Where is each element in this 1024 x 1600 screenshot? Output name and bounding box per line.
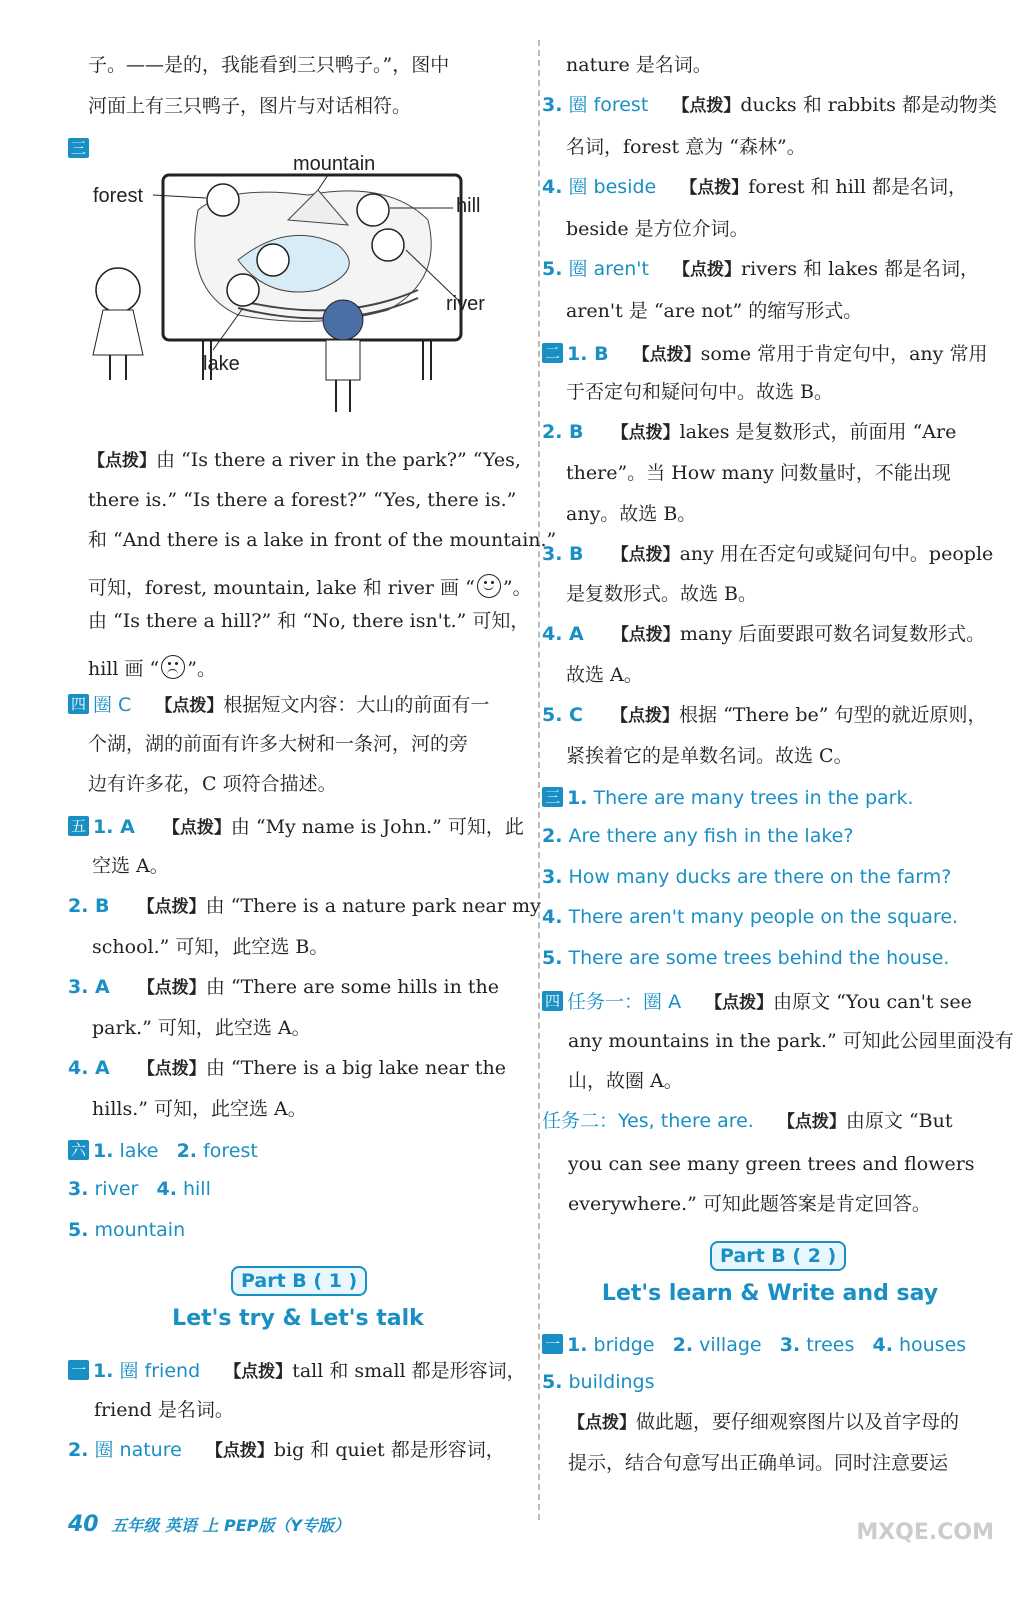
answer: 圈 C (93, 694, 132, 716)
text-line: 由 “My name is John.” 可知，此 (230, 816, 524, 838)
page-footer (68, 1512, 350, 1537)
text-line: big 和 quiet 都是形容词， (273, 1439, 505, 1461)
tip-label: 【点拨】 (672, 96, 741, 116)
answer: hill (182, 1178, 211, 1200)
section-title: Let's try & Let's talk (172, 1306, 424, 1331)
text-line: 是复数形式。故选 B。 (566, 583, 758, 605)
answer: bridge (593, 1334, 655, 1356)
tip-label: 【点拨】 (137, 978, 206, 998)
item-number: 2. (542, 825, 563, 847)
tip-label: 【点拨】 (705, 993, 774, 1013)
text-line: 由原文 “You can't see (773, 991, 972, 1013)
text-line: friend 是名词。 (94, 1399, 234, 1421)
text-line: everywhere.” 可知此题答案是肯定回答。 (568, 1193, 931, 1215)
page-number: 40 (68, 1512, 99, 1537)
tip-label: 【点拨】 (137, 897, 206, 917)
answer: forest (203, 1140, 258, 1162)
answer: 圈 friend (119, 1360, 201, 1382)
tip-label: 【点拨】 (88, 451, 156, 471)
answer: lake (119, 1140, 159, 1162)
item-number: 1. (567, 787, 588, 809)
text-line: forest 和 hill 都是名词， (748, 176, 968, 198)
answer: Are there any fish in the lake? (568, 825, 854, 847)
boy-figure (323, 300, 363, 412)
text-line: hills.” 可知，此空选 A。 (92, 1098, 307, 1120)
text-line: 由 “There is a nature park near my (205, 895, 541, 917)
tip-label: 【点拨】 (568, 1413, 636, 1433)
watermark: MXQE.COM (856, 1520, 994, 1545)
answer: 5. C (542, 704, 583, 726)
answer: 圈 beside (568, 176, 657, 198)
item-number: 4. (542, 176, 563, 198)
book-title: 五年级 英语 上 PEP版（Y专版） (111, 1516, 350, 1535)
text-line: ducks 和 rabbits 都是动物类 (740, 94, 997, 116)
text-line: 提示，结合句意写出正确单词。同时注意要运 (568, 1452, 949, 1474)
answer: There aren't many people on the square. (568, 906, 959, 928)
text-line: ”。 (187, 658, 216, 680)
item-number: 3. (779, 1334, 801, 1356)
section-tag: 一 (68, 1360, 89, 1380)
tip-label: 【点拨】 (224, 1362, 293, 1382)
item-number: 3. (542, 866, 563, 888)
text-line: any。故选 B。 (566, 503, 697, 525)
tip-label: 【点拨】 (137, 1059, 206, 1079)
section-tag: 一 (542, 1334, 563, 1354)
item-number: 1. (93, 1140, 114, 1162)
answer: 圈 nature (94, 1439, 182, 1461)
item-number: 3. (68, 1178, 89, 1200)
answer: Yes, there are. (618, 1110, 754, 1132)
answer: houses (898, 1334, 967, 1356)
tip-label: 【点拨】 (611, 545, 680, 565)
section-title: Let's learn & Write and say (601, 1281, 939, 1306)
text-line: 子。——是的，我能看到三只鸭子。”，图中 (88, 54, 450, 76)
text-line: 山，故圈 A。 (568, 1070, 683, 1092)
item-number: 2. (68, 1439, 89, 1461)
tip-label: 【点拨】 (611, 706, 680, 726)
text-line: you can see many green trees and flowers (568, 1153, 975, 1175)
answer: How many ducks are there on the farm? (568, 866, 952, 888)
answer: 1. A (93, 816, 135, 838)
item-number: 1. (93, 1360, 114, 1382)
text-line: ”。 (502, 577, 532, 599)
text-line: 空选 A。 (92, 855, 169, 877)
answer: 3. B (542, 543, 584, 565)
map-label-lake: lake (203, 353, 240, 375)
section-tag: 三 (68, 138, 89, 158)
tip-label: 【点拨】 (632, 345, 701, 365)
text-line: 紧挨着它的是单数名词。故选 C。 (566, 745, 853, 767)
answer: mountain (94, 1219, 186, 1241)
map-label-forest: forest (93, 185, 144, 207)
text-line: some 常用于肯定句中，any 常用 (700, 343, 988, 365)
section-tag: 六 (68, 1140, 89, 1160)
section-tag: 二 (542, 343, 563, 363)
part-b1-badge: Part B ( 1 ) (231, 1266, 367, 1296)
girl-figure (93, 268, 143, 380)
column-divider (538, 40, 540, 1520)
text-line: nature 是名词。 (566, 54, 712, 76)
text-line: 于否定句和疑问句中。故选 B。 (566, 381, 834, 403)
item-number: 2. (672, 1334, 694, 1356)
answer: 2. B (542, 421, 584, 443)
text-line: there”。当 How many 问数量时，不能出现 (566, 462, 951, 484)
text-line: 根据短文内容：大山的前面有一 (223, 694, 490, 716)
text-line: park.” 可知，此空选 A。 (92, 1017, 311, 1039)
text-line: 根据 “There be” 句型的就近原则， (679, 704, 987, 726)
text-line: beside 是方位介词。 (566, 218, 749, 240)
text-line: there is.” “Is there a forest?” “Yes, there is.” (88, 489, 517, 511)
map-label-river: river (446, 293, 485, 315)
text-line: 做此题，要仔细观察图片以及首字母的 (636, 1411, 960, 1433)
tip-label: 【点拨】 (162, 818, 231, 838)
tip-label: 【点拨】 (611, 423, 680, 443)
smiley-face-icon (477, 574, 501, 598)
item-number: 4. (542, 906, 563, 928)
answer: 4. A (68, 1057, 110, 1079)
item-number: 2. (176, 1140, 198, 1162)
item-number: 5. (68, 1219, 89, 1241)
answer: 圈 aren't (568, 258, 649, 280)
task-label: 任务一： (567, 991, 644, 1013)
text-line: 由 “Is there a hill?” 和 “No, there isn't.” 可知， (88, 610, 530, 632)
text-line: any mountains in the park.” 可知此公园里面没有 (568, 1030, 1014, 1052)
item-number: 3. (542, 94, 563, 116)
text-line: tall 和 small 都是形容词， (292, 1360, 526, 1382)
text-line: 河面上有三只鸭子，图片与对话相符。 (88, 95, 412, 117)
answer: 1. B (567, 343, 609, 365)
answer: 3. A (68, 976, 110, 998)
answer: 圈 forest (568, 94, 649, 116)
text-line: many 后面要跟可数名词复数形式。 (679, 623, 986, 645)
text-line: 故选 A。 (566, 664, 643, 686)
text-line: 边有许多花，C 项符合描述。 (88, 773, 337, 795)
map-label-hill: hill (456, 195, 481, 217)
text-line: 可知，forest, mountain, lake 和 river 画 “ (88, 577, 475, 599)
sad-face-icon (161, 655, 185, 679)
section-tag: 四 (68, 694, 89, 714)
section-tag: 三 (542, 787, 563, 807)
park-map-illustration (88, 150, 508, 420)
item-number: 4. (872, 1334, 893, 1356)
answer: buildings (568, 1371, 655, 1393)
answer: trees (806, 1334, 855, 1356)
text-line: aren't 是 “are not” 的缩写形式。 (566, 300, 863, 322)
text-line: rivers 和 lakes 都是名词， (741, 258, 980, 280)
text-line: 名词，forest 意为 “森林”。 (566, 136, 806, 158)
section-tag: 五 (68, 816, 89, 836)
item-number: 5. (542, 1371, 563, 1393)
item-number: 5. (542, 947, 563, 969)
section-tag: 四 (542, 991, 563, 1011)
answer: There are many trees in the park. (593, 787, 914, 809)
item-number: 1. (567, 1334, 588, 1356)
answer: village (699, 1334, 762, 1356)
text-line: 由 “There is a big lake near the (205, 1057, 507, 1079)
answer: river (94, 1178, 139, 1200)
tip-label: 【点拨】 (673, 260, 742, 280)
text-line: 由 “Is there a river in the park?” “Yes, (156, 449, 521, 471)
map-label-mountain: mountain (293, 153, 376, 175)
text-line: 由原文 “But (845, 1110, 953, 1132)
item-number: 4. (156, 1178, 177, 1200)
answer: 4. A (542, 623, 584, 645)
part-b2-badge: Part B ( 2 ) (710, 1241, 846, 1271)
answer: There are some trees behind the house. (568, 947, 950, 969)
tip-label: 【点拨】 (155, 696, 224, 716)
tip-label: 【点拨】 (205, 1441, 274, 1461)
answer: 圈 A (643, 991, 682, 1013)
text-line: hill 画 “ (88, 658, 160, 680)
text-line: 由 “There are some hills in the (205, 976, 499, 998)
tip-label: 【点拨】 (680, 178, 749, 198)
answer: 2. B (68, 895, 110, 917)
item-number: 5. (542, 258, 563, 280)
tip-label: 【点拨】 (777, 1112, 846, 1132)
text-line: any 用在否定句或疑问句中。people (679, 543, 994, 565)
task-label: 任务二： (542, 1110, 619, 1132)
text-line: school.” 可知，此空选 B。 (92, 936, 329, 958)
tip-label: 【点拨】 (611, 625, 680, 645)
text-line: 和 “And there is a lake in front of the mountain.” (88, 529, 557, 551)
text-line: 个湖，湖的前面有许多大树和一条河，河的旁 (88, 733, 469, 755)
text-line: lakes 是复数形式，前面用 “Are (679, 421, 957, 443)
